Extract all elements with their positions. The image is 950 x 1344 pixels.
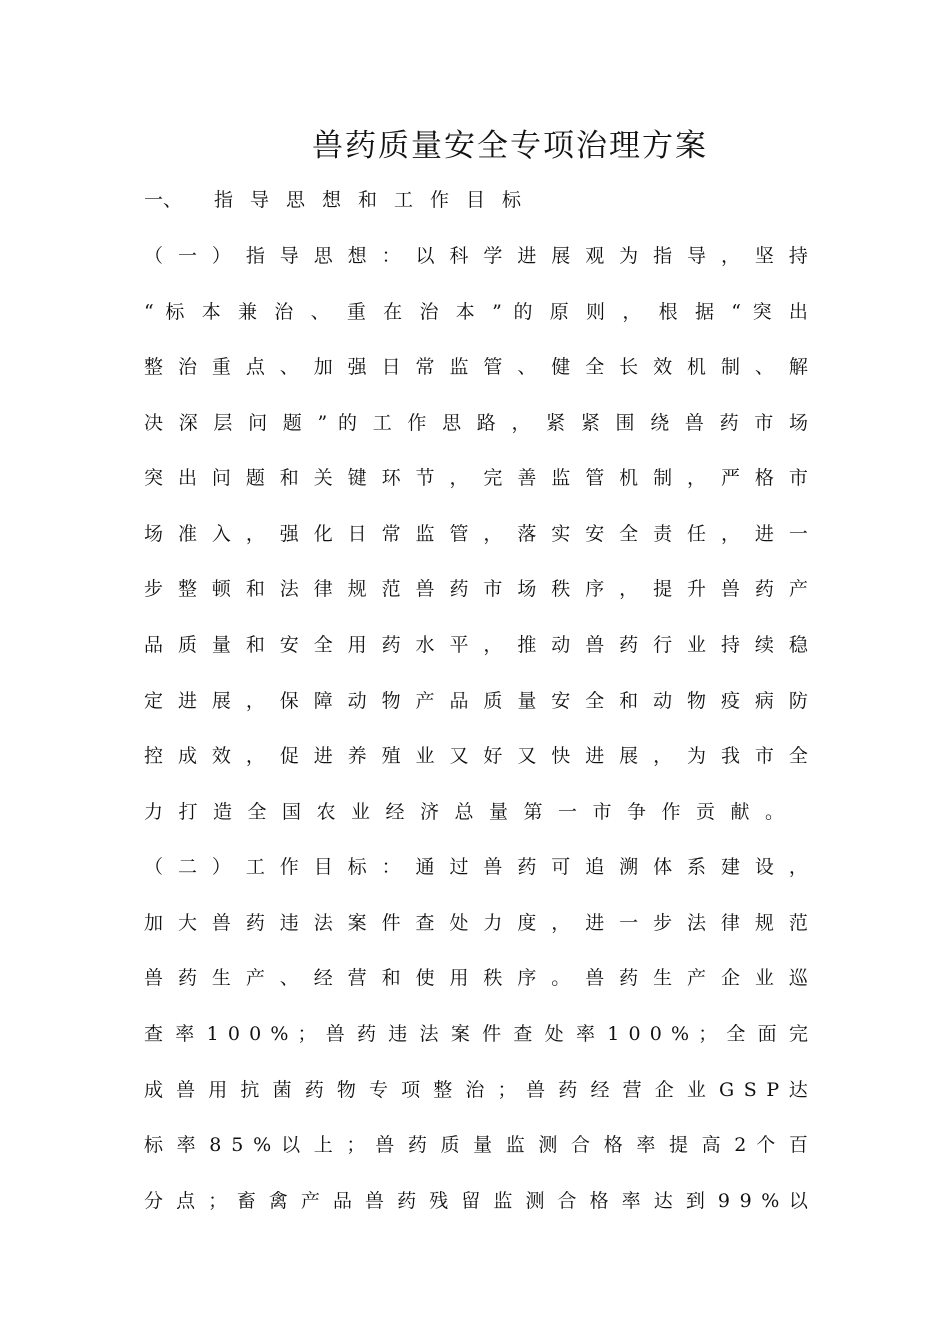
paragraph-line: 加 大 兽 药 违 法 案 件 查 处 力 度 ， 进 一 步 法 律 规 范 xyxy=(144,912,808,934)
paragraph-line: （ 一 ） 指 导 思 想 ： 以 科 学 进 展 观 为 指 导 ， 坚 持 xyxy=(144,245,808,267)
paragraph-line: 查 率 1 0 0 % ； 兽 药 违 法 案 件 查 处 率 1 0 0 % ； 全 面 完 xyxy=(144,1023,808,1045)
paragraph-line: 品 质 量 和 安 全 用 药 水 平 ， 推 动 兽 药 行 业 持 续 稳 xyxy=(144,634,808,656)
paragraph-line: “ 标 本 兼 治 、 重 在 治 本 ” 的 原 则 ， 根 据 “ 突 出 xyxy=(144,301,808,323)
section-heading xyxy=(144,184,808,216)
paragraph-line: 整 治 重 点 、 加 强 日 常 监 管 、 健 全 长 效 机 制 、 解 xyxy=(144,356,808,378)
paragraph-line: 分 点 ； 畜 禽 产 品 兽 药 残 留 监 测 合 格 率 达 到 9 9 % 以 xyxy=(144,1190,808,1212)
paragraph-line: 定 进 展 ， 保 障 动 物 产 品 质 量 安 全 和 动 物 疫 病 防 xyxy=(144,690,808,712)
paragraph-line: 决 深 层 问 题 ” 的 工 作 思 路 ， 紧 紧 围 绕 兽 药 市 场 xyxy=(144,412,808,434)
paragraph-line: 控 成 效 ， 促 进 养 殖 业 又 好 又 快 进 展 ， 为 我 市 全 xyxy=(144,745,808,767)
paragraph-line: 力打造全国农业经济总量第一市争作贡献。 xyxy=(144,801,800,823)
paragraph-line: 标 率 8 5 % 以 上 ； 兽 药 质 量 监 测 合 格 率 提 高 2 个 百 xyxy=(144,1134,808,1156)
paragraph-line: 兽 药 生 产 、 经 营 和 使 用 秩 序 。 兽 药 生 产 企 业 巡 xyxy=(144,967,808,989)
paragraph-line: 步 整 顿 和 法 律 规 范 兽 药 市 场 秩 序 ， 提 升 兽 药 产 xyxy=(144,578,808,600)
document-title: 兽药质量安全专项治理方案 xyxy=(312,128,708,164)
paragraph-line: 成 兽 用 抗 菌 药 物 专 项 整 治 ； 兽 药 经 营 企 业 G S P 达 xyxy=(144,1079,808,1101)
section-number: 一、 xyxy=(144,189,183,211)
section-heading-text: 指导思想和工作目标 xyxy=(214,189,539,211)
paragraph-line: （ 二 ） 工 作 目 标 ： 通 过 兽 药 可 追 溯 体 系 建 设 ， xyxy=(144,856,808,878)
paragraph-line: 场 准 入 ， 强 化 日 常 监 管 ， 落 实 安 全 责 任 ， 进 一 xyxy=(144,523,808,545)
paragraph-line: 突 出 问 题 和 关 键 环 节 ， 完 善 监 管 机 制 ， 严 格 市 xyxy=(144,467,808,489)
